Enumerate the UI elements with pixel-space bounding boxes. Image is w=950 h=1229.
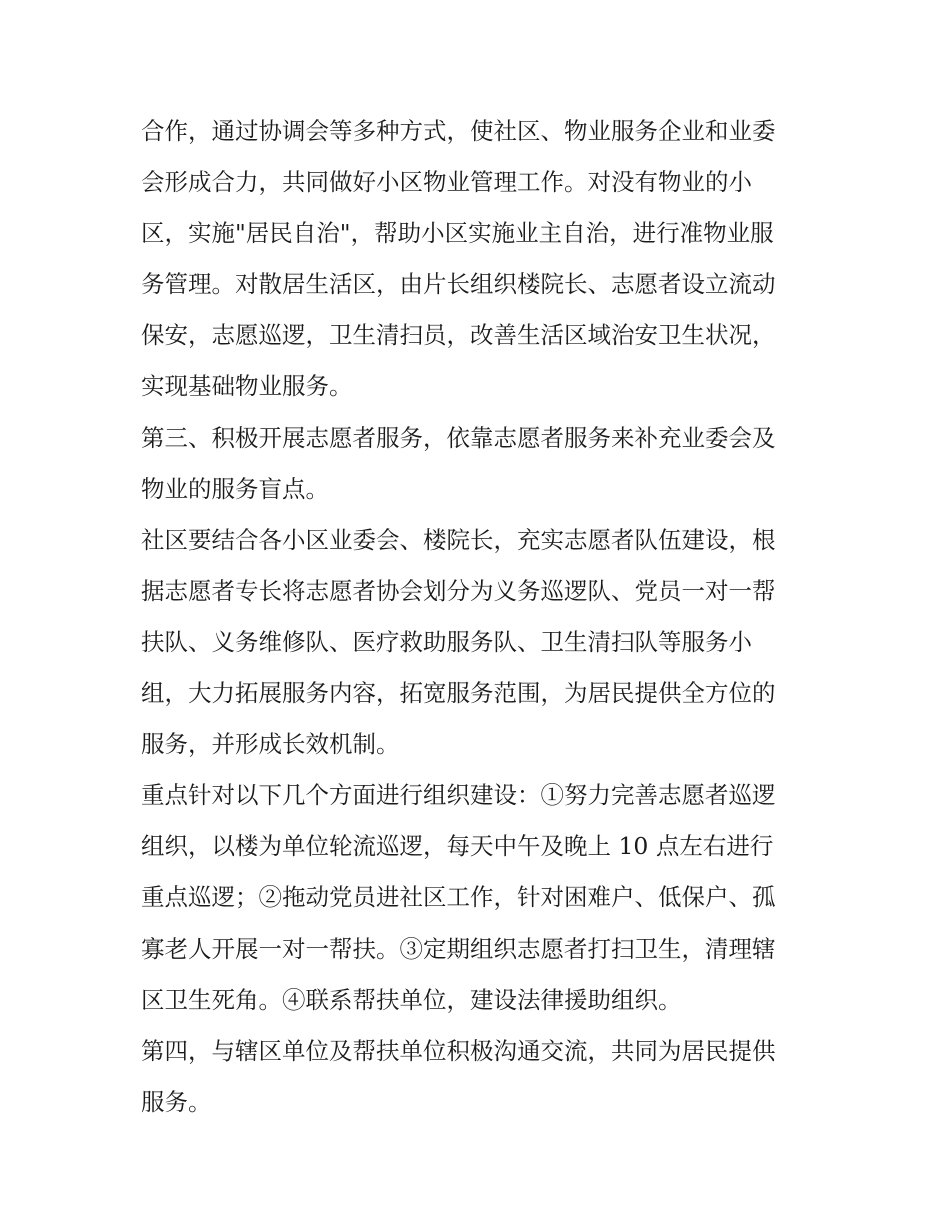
text-line: 服务，并形成长效机制。 [141,730,400,759]
text-line: 寡老人开展一对一帮扶。③定期组织志愿者打扫卫生，清理辖 [141,934,776,963]
text-line: 扶队、义务维修队、医疗救助服务队、卫生清扫队等服务小 [141,627,752,656]
text-line: 第四，与辖区单位及帮扶单位积极沟通交流，共同为居民提供 [141,1036,776,1065]
text-line: 区，实施"居民自治"，帮助小区实施业主自治，进行准物业服 [141,219,774,248]
text-line: 物业的服务盲点。 [141,474,329,503]
text-line: 合作，通过协调会等多种方式，使社区、物业服务企业和业委 [141,117,776,145]
text-line: 社区要结合各小区业委会、楼院长，充实志愿者队伍建设，根 [141,525,776,554]
text-line: 第三、积极开展志愿者服务，依靠志愿者服务来补充业委会及 [141,423,776,452]
text-line: 据志愿者专长将志愿者协会划分为义务巡逻队、党员一对一帮 [141,576,776,605]
text-line: 实现基础物业服务。 [141,372,353,401]
text-line: 务管理。对散居生活区，由片长组织楼院长、志愿者设立流动 [141,270,776,299]
text-line: 重点针对以下几个方面进行组织建设：①努力完善志愿者巡逻 [141,781,776,810]
text-line: 服务。 [141,1087,212,1116]
text-line: 区卫生死角。④联系帮扶单位，建设法律援助组织。 [141,985,682,1014]
text-line: 组织，以楼为单位轮流巡逻，每天中午及晚上 10 点左右进行 [141,832,774,861]
text-line: 会形成合力，共同做好小区物业管理工作。对没有物业的小 [141,168,752,197]
text-line: 组，大力拓展服务内容，拓宽服务范围，为居民提供全方位的 [141,679,776,708]
document-body [141,106,813,1128]
text-line: 保安，志愿巡逻，卫生清扫员，改善生活区域治安卫生状况， [141,321,776,350]
text-line: 重点巡逻；②拖动党员进社区工作，针对困难户、低保户、孤 [141,883,776,912]
